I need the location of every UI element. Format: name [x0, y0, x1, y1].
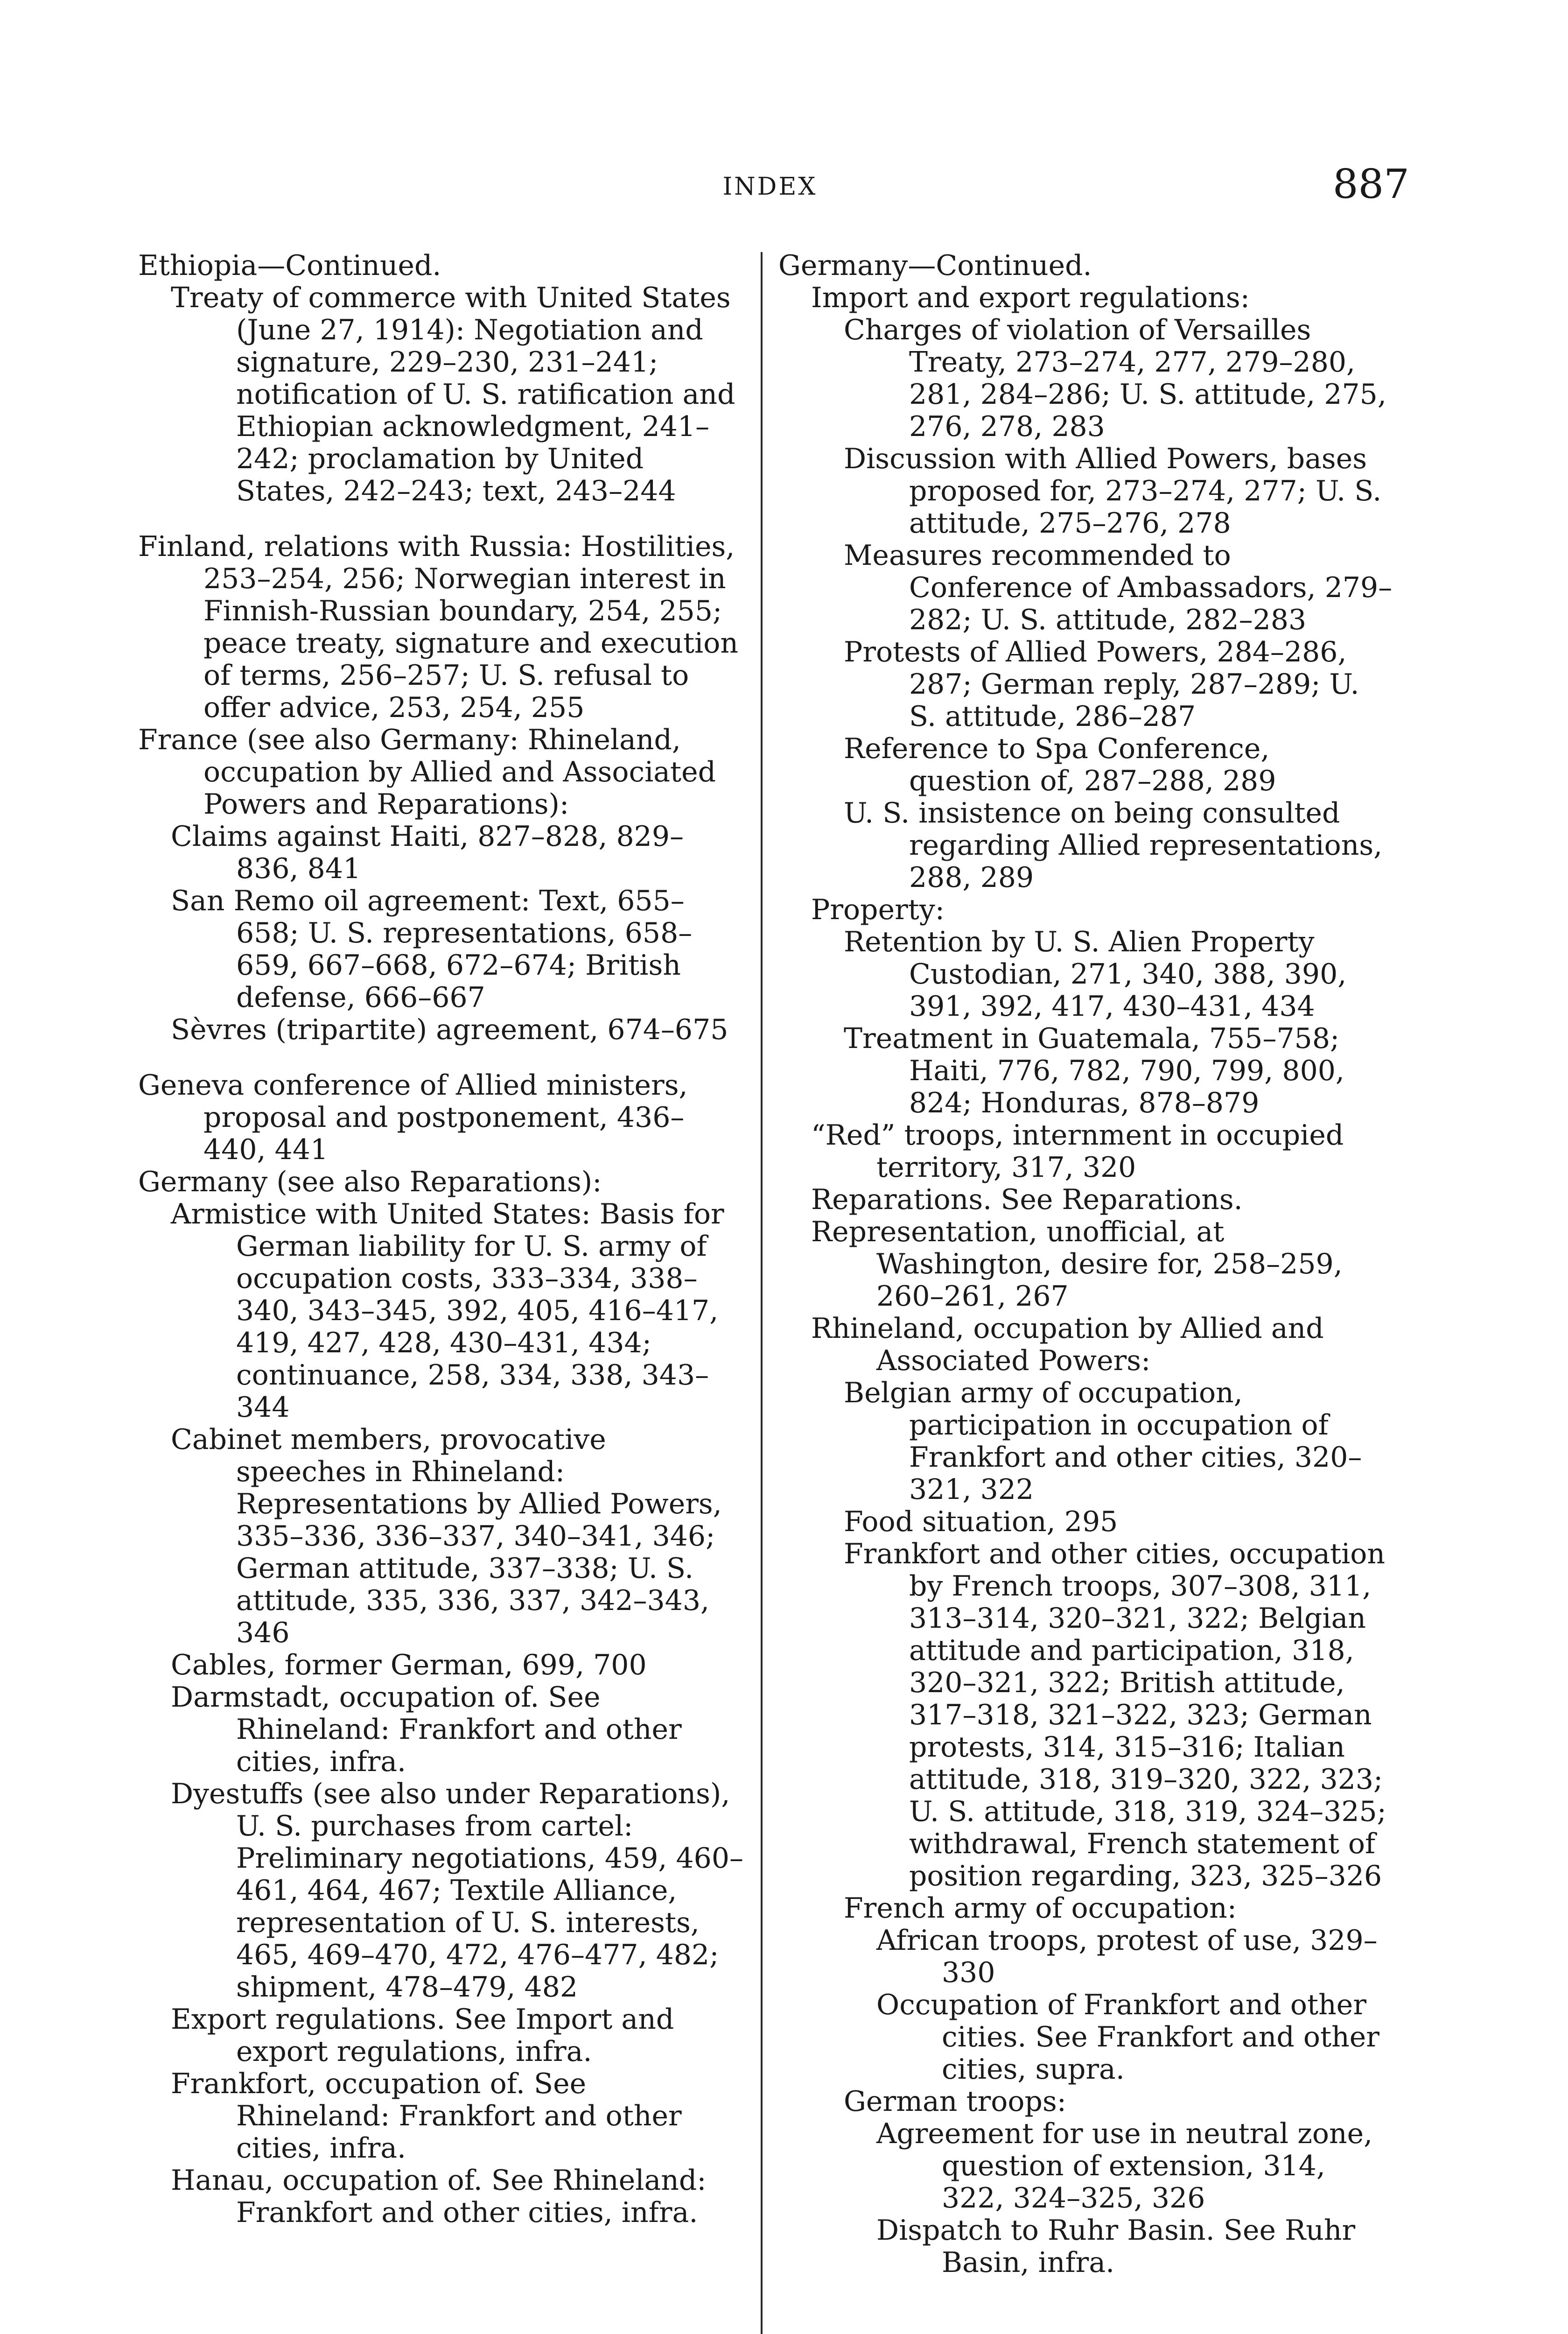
index-entry: African troops, protest of use, 329–330 [876, 1924, 1378, 1989]
index-entry: Dyestuffs (see also under Reparations), U. S. purchases from cartel: Preliminary negotiations, 459, 460–461, 464, 467; Textile Alliance, representation of U. S. interests, 465, 469–470, 472, 476–477, 482; shipment, 478–479, 482 [171, 1778, 744, 2004]
index-entry: Retention by U. S. Alien Property Custodian, 271, 340, 388, 390, 391, 392, 417, 430–431, 434 [844, 926, 1347, 1023]
index-entry: Representation, unofficial, at Washington, desire for, 258–259, 260–261, 267 [811, 1216, 1343, 1313]
page-number: 887 [1332, 161, 1409, 208]
index-entry: Germany—Continued. [778, 249, 1092, 282]
index-entry: Export regulations. See Import and export regulations, infra. [171, 2003, 674, 2068]
index-entry: “Red” troops, internment in occupied territory, 317, 320 [811, 1119, 1344, 1184]
index-entry: Treatment in Guatemala, 755–758; Haiti, 776, 782, 790, 799, 800, 824; Honduras, 878–879 [844, 1022, 1344, 1119]
index-entry: French army of occupation: [844, 1892, 1237, 1925]
index-entry: Cabinet members, provocative speeches in Rhineland: Representations by Allied Powers, 335–336, 336–337, 340–341, 346; German attitude, 337–338; U. S. attitude, 335, 336, 337, 342–343, 346 [171, 1423, 722, 1649]
index-entry: Frankfort and other cities, occupation by French troops, 307–308, 311, 313–314, 320–321, 322; Belgian attitude and participation, 318, 320–321, 322; British attitude, 317–318, 321–322, 323; German protests, 314, 315–316; Italian attitude, 318, 319–320, 322, 323; U. S. attitude, 318, 319, 324–325; withdrawal, French statement of position regarding, 323, 325–326 [844, 1538, 1386, 1892]
index-entry: Sèvres (tripartite) agreement, 674–675 [171, 1013, 728, 1046]
index-entry: Belgian army of occupation, participation in occupation of Frankfort and other cities, 320–321, 322 [844, 1377, 1362, 1506]
index-entry: Ethiopia—Continued. [138, 249, 441, 282]
index-entry: Claims against Haiti, 827–828, 829–836, 841 [171, 820, 684, 885]
column-divider [761, 252, 763, 2334]
index-entry: Germany (see also Reparations): [138, 1166, 602, 1198]
index-entry: France (see also Germany: Rhineland, occupation by Allied and Associated Powers and Reparations): [138, 724, 716, 821]
index-entry: San Remo oil agreement: Text, 655–658; U. S. representations, 658–659, 667–668, 672–674; British defense, 666–667 [171, 885, 693, 1014]
index-entry: Treaty of commerce with United States (June 27, 1914): Negotiation and signature, 229–230, 231–241; notification of U. S. ratification and Ethiopian acknowledgment, 241–242; proclamation by United States, 242–243; text, 243–244 [171, 281, 735, 507]
index-entry: Dispatch to Ruhr Basin. See Ruhr Basin, infra. [876, 2214, 1356, 2279]
index-entry: Protests of Allied Powers, 284–286, 287; German reply, 287–289; U. S. attitude, 286–287 [844, 636, 1359, 733]
index-entry: Hanau, occupation of. See Rhineland: Frankfort and other cities, infra. [171, 2164, 707, 2229]
index-entry: Occupation of Frankfort and other cities. See Frankfort and other cities, supra. [876, 1989, 1379, 2086]
index-entry: German troops: [844, 2085, 1066, 2118]
index-entry: Agreement for use in neutral zone, question of extension, 314, 322, 324–325, 326 [876, 2117, 1373, 2214]
index-entry: U. S. insistence on being consulted regarding Allied representations, 288, 289 [844, 797, 1383, 894]
index-entry: Rhineland, occupation by Allied and Associated Powers: [811, 1312, 1324, 1377]
running-head-title: INDEX [722, 173, 818, 201]
index-entry: Finland, relations with Russia: Hostilities, 253–254, 256; Norwegian interest in Finnish-Russian boundary, 254, 255; peace treaty, signature and execution of terms, 256–257; U. S. refusal to offer advice, 253, 254, 255 [138, 530, 739, 724]
index-entry: Food situation, 295 [844, 1505, 1118, 1538]
index-entry: Armistice with United States: Basis for German liability for U. S. army of occupation costs, 333–334, 338–340, 343–345, 392, 405, 416–417, 419, 427, 428, 430–431, 434; continuance, 258, 334, 338, 343–344 [171, 1198, 724, 1424]
index-column-right [778, 250, 1394, 2279]
index-entry: Reference to Spa Conference, question of, 287–288, 289 [844, 732, 1276, 797]
index-entry: Import and export regulations: [811, 281, 1250, 314]
index-entry: Darmstadt, occupation of. See Rhineland: Frankfort and other cities, infra. [171, 1681, 682, 1778]
index-entry: Cables, former German, 699, 700 [171, 1649, 647, 1681]
index-entry: Frankfort, occupation of. See Rhineland: Frankfort and other cities, infra. [171, 2067, 682, 2165]
index-column-left [138, 250, 745, 2229]
index-entry: Discussion with Allied Powers, bases proposed for, 273–274, 277; U. S. attitude, 275–276, 278 [844, 443, 1382, 540]
index-entry: Geneva conference of Allied ministers, proposal and postponement, 436–440, 441 [138, 1069, 688, 1166]
index-entry: Measures recommended to Conference of Ambassadors, 279–282; U. S. attitude, 282–283 [844, 539, 1393, 636]
index-entry: Charges of violation of Versailles Treaty, 273–274, 277, 279–280, 281, 284–286; U. S. attitude, 275, 276, 278, 283 [844, 314, 1386, 443]
index-entry: Property: [811, 893, 945, 926]
index-entry: Reparations. See Reparations. [811, 1183, 1243, 1216]
